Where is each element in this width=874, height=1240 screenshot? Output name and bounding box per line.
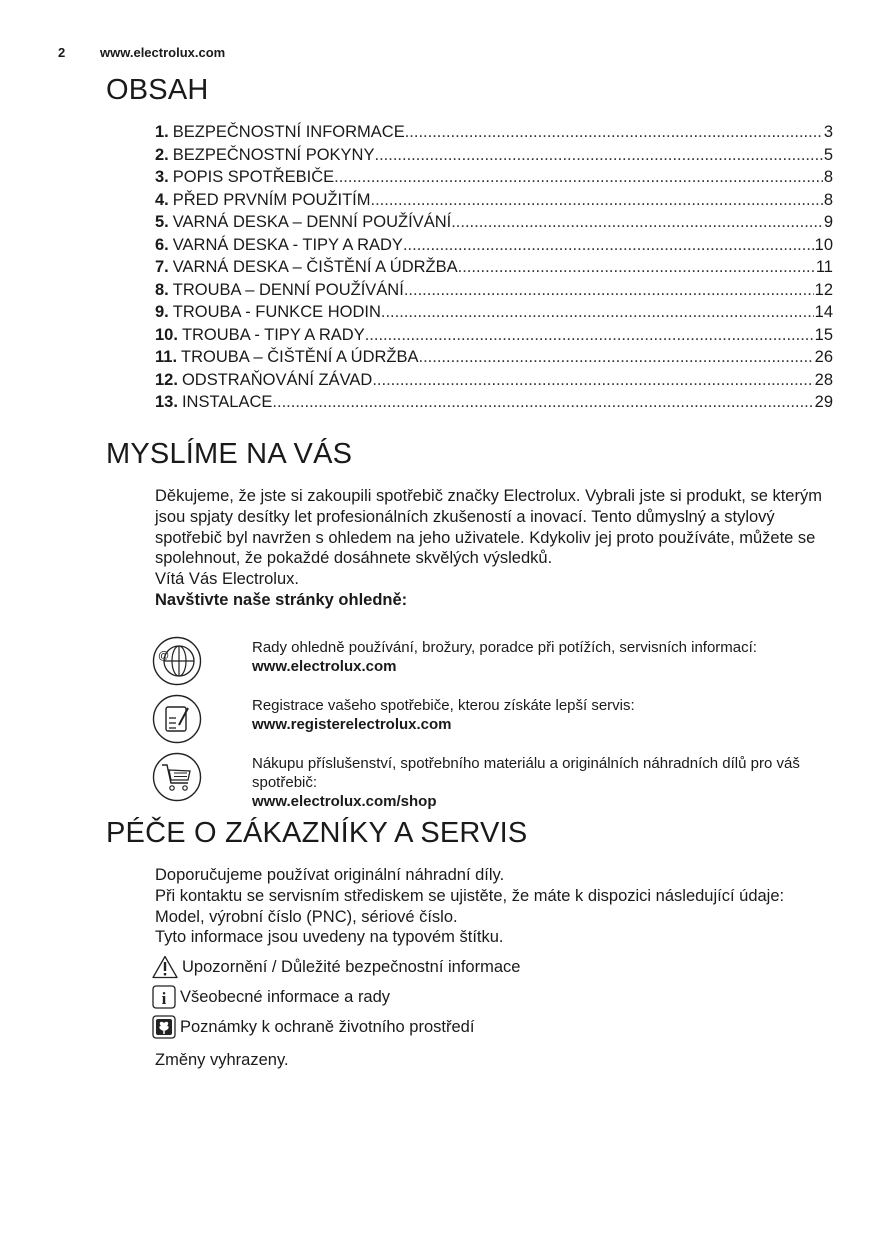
- toc-item[interactable]: 6. VARNÁ DESKA - TIPY A RADY ..... 10: [155, 236, 833, 259]
- care-paragraph: Doporučujeme používat originální náhradní díly. Při kontaktu se servisním střediskem se ujistěte, že máte k dispozici následující údaje: Model, výrobní číslo (PNC), sériové číslo. Tyto informace jsou uvedeny na typovém štítku.: [155, 866, 785, 947]
- header-site-link[interactable]: www.electrolux.com: [100, 45, 226, 60]
- legend-environment: Poznámky k ochraně životního prostředí: [152, 1015, 474, 1039]
- welcome-text: Vítá Vás Electrolux.: [155, 570, 299, 589]
- toc-item[interactable]: 1. BEZPEČNOSTNÍ INFORMACE ..... 3: [155, 123, 833, 146]
- toc-item[interactable]: 2. BEZPEČNOSTNÍ POKYNY ..... 5: [155, 146, 833, 169]
- toc-title: OBSAH: [106, 74, 209, 106]
- register-link[interactable]: www.registerelectrolux.com: [252, 716, 452, 733]
- toc-item[interactable]: 11. TROUBA – ČIŠTĚNÍ A ÚDRŽBA ..... 26: [155, 348, 833, 371]
- shop-link[interactable]: www.electrolux.com/shop: [252, 793, 437, 810]
- intro-paragraph: Děkujeme, že jste si zakoupili spotřebič značky Electrolux. Vybrali jste si produkt, se kterým jsou spjaty desítky let profesionálních zkušeností a inovací. Tento důmyslný a stylový spotřebič byl navržen s ohledem na jeho uživatele. Kdykoliv jej proto používáte, můžete se spolehnout, že pokaždé dosáhnete skvělých výsledků. Vítá Vás Electrolux. Navštivte naše stránky ohledně:: [155, 486, 845, 611]
- toc-item[interactable]: 9. TROUBA - FUNKCE HODIN ..... 14: [155, 303, 833, 326]
- legend-warning: Upozornění / Důležité bezpečnostní informace: [152, 955, 520, 979]
- toc-item[interactable]: 12. ODSTRAŇOVÁNÍ ZÁVAD ..... 28: [155, 371, 833, 394]
- visit-label: Navštivte naše stránky ohledně:: [155, 590, 408, 609]
- legend-info: i Všeobecné informace a rady: [152, 985, 390, 1009]
- shopping-cart-icon: [152, 752, 202, 802]
- globe-icon: [152, 636, 202, 686]
- info-icon: [152, 985, 176, 1009]
- toc-item[interactable]: 7. VARNÁ DESKA – ČIŠTĚNÍ A ÚDRŽBA ..... 11: [155, 258, 833, 281]
- table-of-contents: [155, 123, 833, 416]
- toc-item[interactable]: 4. PŘED PRVNÍM POUŽITÍM ..... 8: [155, 191, 833, 214]
- toc-item[interactable]: 13. INSTALACE ..... 29: [155, 393, 833, 416]
- svg-text:i: i: [161, 989, 167, 1008]
- register-icon: [152, 694, 202, 744]
- toc-item[interactable]: 3. POPIS SPOTŘEBIČE ..... 8: [155, 168, 833, 191]
- section-title-care: PÉČE O ZÁKAZNÍKY A SERVIS: [106, 817, 528, 849]
- environment-icon: [152, 1015, 176, 1039]
- changes-reserved-note: Změny vyhrazeny.: [155, 1051, 289, 1069]
- toc-item[interactable]: 8. TROUBA – DENNÍ POUŽÍVÁNÍ ..... 12: [155, 281, 833, 304]
- toc-item[interactable]: 5. VARNÁ DESKA – DENNÍ POUŽÍVÁNÍ ..... 9: [155, 213, 833, 236]
- page-number: 2: [58, 45, 66, 60]
- section-title-thinking: MYSLÍME NA VÁS: [106, 438, 353, 470]
- support-link[interactable]: www.electrolux.com: [252, 658, 397, 675]
- toc-item[interactable]: 10. TROUBA - TIPY A RADY ..... 15: [155, 326, 833, 349]
- warning-icon: [152, 955, 178, 979]
- svg-text:@: @: [158, 650, 170, 662]
